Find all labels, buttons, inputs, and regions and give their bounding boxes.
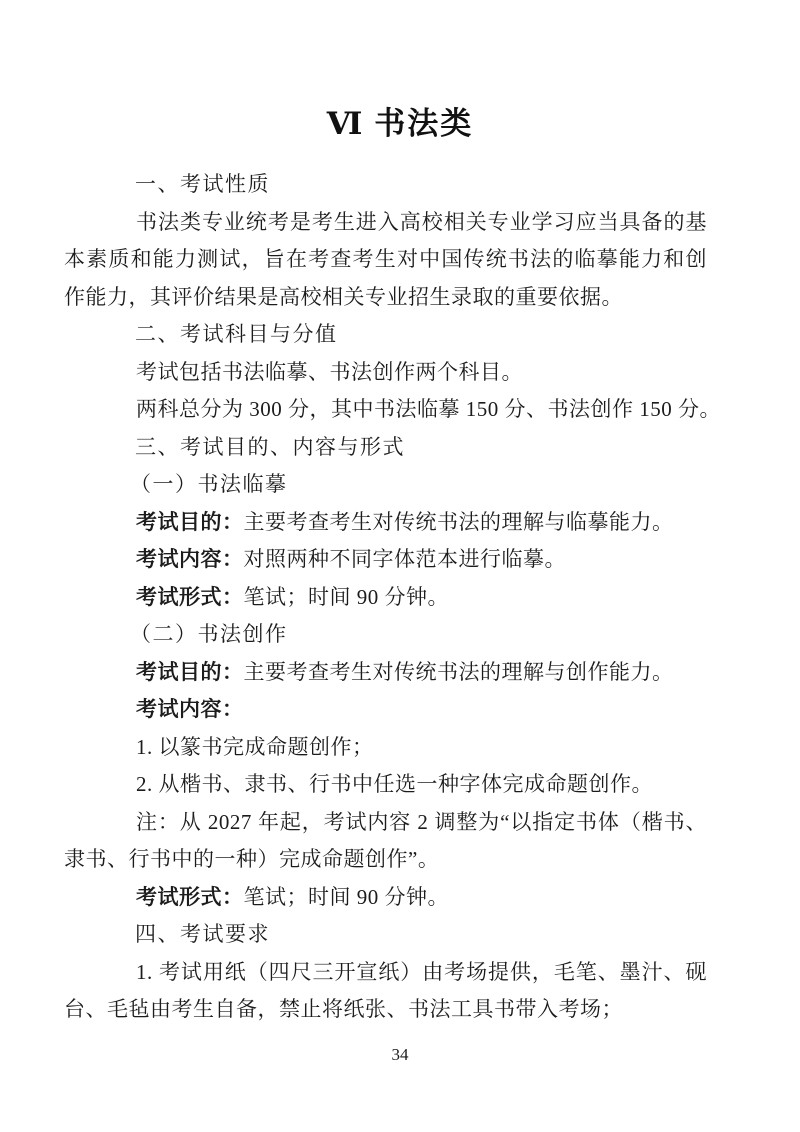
exam-content-label: 考试内容： — [136, 697, 244, 721]
exam-form-text: 笔试；时间 90 分钟。 — [243, 584, 449, 609]
document-body — [64, 166, 721, 1029]
sub-1-exam-content — [64, 541, 707, 579]
section-4-item-1: 1. 考试用纸（四尺三开宣纸）由考场提供，毛笔、墨汁、砚台、毛毡由考生自备，禁止将纸张、书法工具书带入考场； — [64, 959, 707, 1021]
exam-purpose-label: 考试目的： — [136, 659, 244, 684]
section-2-line-subjects: 考试包括书法临摹、书法创作两个科目。 — [136, 359, 523, 384]
section-2-line-scores: 两科总分为 300 分，其中书法临摹 150 分、书法创作 150 分。 — [136, 397, 721, 421]
page-title: Ⅵ 书法类 — [326, 106, 474, 141]
exam-purpose-text: 主要考查考生对传统书法的理解与创作能力。 — [243, 659, 674, 684]
sub-2-content-item-1: 1. 以篆书完成命题创作； — [136, 734, 374, 759]
sub-2-note: 注：从 2027 年起，考试内容 2 调整为“以指定书体（楷书、隶书、行书中的一种）完成命题创作”。 — [64, 809, 707, 871]
sub-2-exam-purpose — [64, 654, 707, 692]
sub-2-exam-form — [64, 879, 707, 917]
exam-form-text: 笔试；时间 90 分钟。 — [243, 884, 449, 909]
exam-form-label: 考试形式： — [136, 884, 244, 909]
exam-form-label: 考试形式： — [136, 584, 244, 609]
exam-purpose-text: 主要考查考生对传统书法的理解与临摹能力。 — [243, 509, 674, 534]
exam-content-label: 考试内容： — [136, 547, 244, 571]
section-3-sub-1-heading: （一）书法临摹 — [130, 472, 288, 496]
exam-purpose-label: 考试目的： — [136, 509, 244, 534]
section-4-heading: 四、考试要求 — [135, 923, 270, 946]
sub-2-exam-content — [64, 691, 707, 729]
section-3-heading: 三、考试目的、内容与形式 — [135, 435, 405, 459]
section-1-paragraph: 书法类专业统考是考生进入高校相关专业学习应当具备的基本素质和能力测试，旨在考查考生对中国传统书法的临摹能力和创作能力，其评价结果是高校相关专业招生录取的重要依据。 — [64, 209, 707, 309]
sub-1-exam-purpose — [64, 504, 707, 542]
page-number: 34 — [391, 1044, 409, 1064]
sub-2-content-item-2: 2. 从楷书、隶书、行书中任选一种字体完成命题创作。 — [136, 772, 653, 796]
section-3-sub-2-heading: （二）书法创作 — [130, 622, 288, 646]
exam-content-text: 对照两种不同字体范本进行临摹。 — [243, 547, 566, 571]
sub-1-exam-form — [64, 579, 707, 617]
section-2-heading: 二、考试科目与分值 — [135, 323, 338, 346]
section-1-heading: 一、考试性质 — [135, 173, 270, 196]
